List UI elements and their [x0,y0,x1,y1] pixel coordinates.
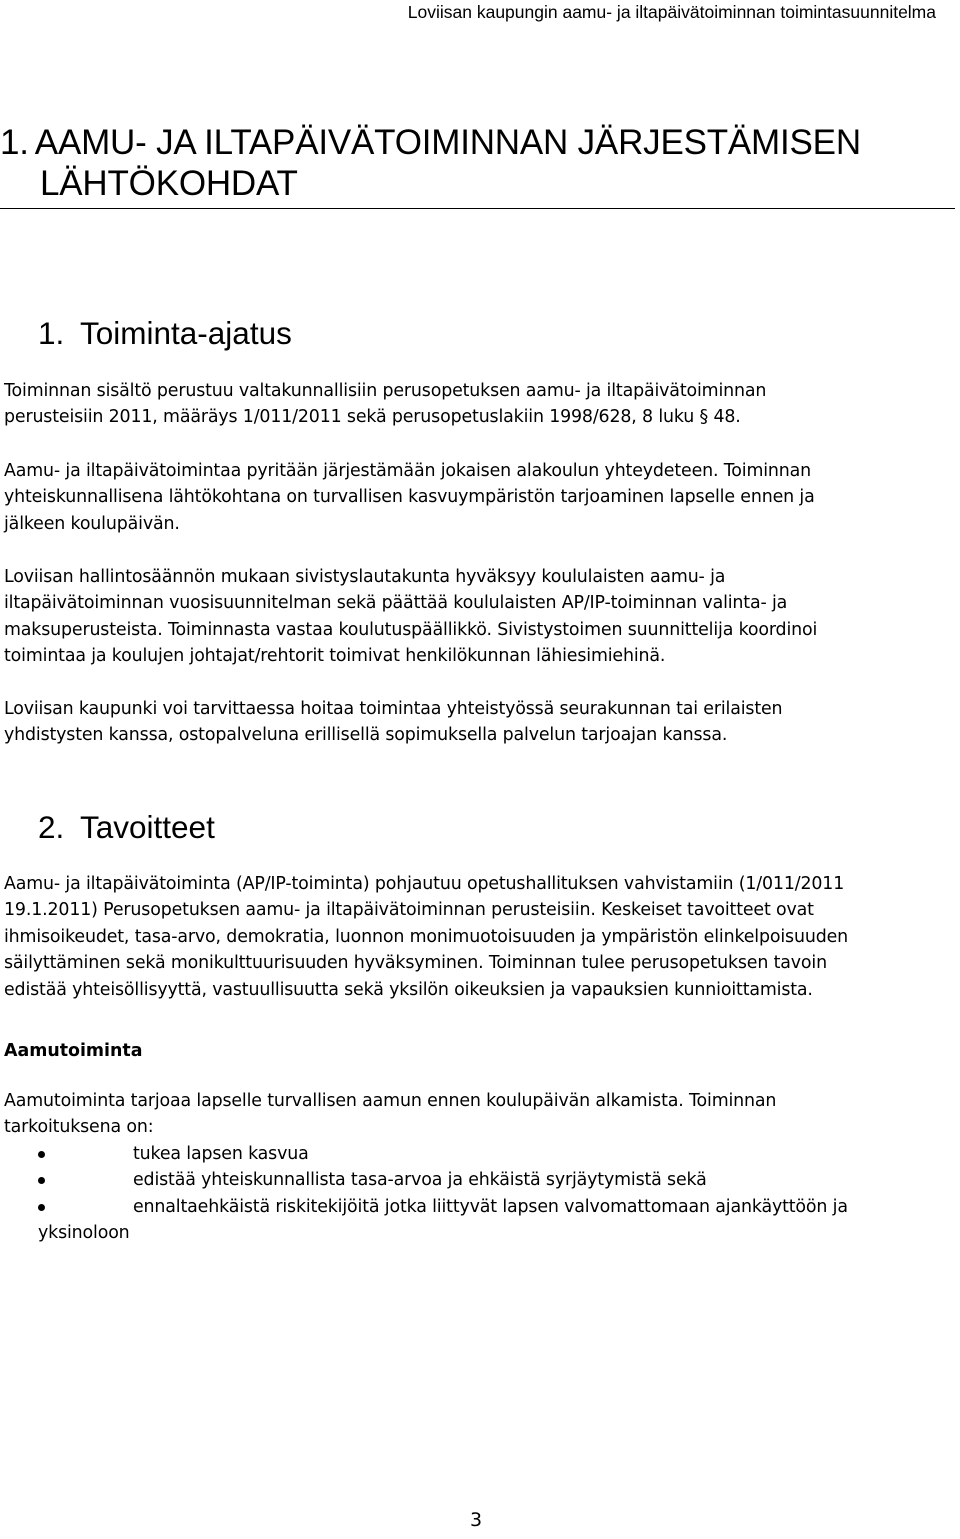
chapter-title-text-1: AAMU- JA ILTAPÄIVÄTOIMINNAN JÄRJESTÄMISEN [34,123,861,162]
running-header: Loviisan kaupungin aamu- ja iltapäivätoiminnan toimintasuunnitelma [407,2,936,22]
bullet-dot-icon [38,1204,45,1211]
goals-bullet-list [38,1141,956,1247]
paragraph-line: Toiminnan sisältö perustuu valtakunnallisiin perusopetuksen aamu- ja iltapäivätoiminnan [4,381,767,401]
bullet-dot-icon [38,1151,45,1158]
paragraph-line: 19.1.2011) Perusopetuksen aamu- ja iltapäivätoiminnan perusteisiin. Keskeiset tavoitteet ovat [4,900,814,921]
paragraph-line: yhteiskunnallisena lähtökohtana on turvallisen kasvuympäristön tarjoaminen lapselle ennen ja [4,487,815,508]
list-item-text: ennaltaehkäistä riskitekijöitä jotka liittyvät lapsen valvomattomaan ajankäyttöön ja [133,1196,848,1217]
section-heading-toiminta-ajatus [38,314,292,352]
paragraph-line: Aamu- ja iltapäivätoiminta (AP/IP-toiminta) pohjautuu opetushallituksen vahvistamiin (1/011/2011 [4,874,845,894]
paragraph-line: perusteisiin 2011, määräys 1/011/2011 sekä perusopetuslakiin 1998/628, 8 luku § 48. [4,407,741,428]
paragraph-line: edistää yhteisöllisyyttä, vastuullisuutta sekä yksilön oikeuksien ja vapauksien kunnioittamista. [4,979,813,1000]
section-title: Toiminta-ajatus [80,315,292,351]
paragraph [4,564,956,670]
list-item [38,1167,956,1193]
list-item-text: edistää yhteiskunnallista tasa-arvoa ja ehkäistä syrjäytymistä sekä [133,1170,707,1191]
list-item [38,1141,956,1167]
section-number: 2. [38,809,65,845]
section-title: Tavoitteet [80,809,215,845]
paragraph [4,378,956,431]
chapter-number: 1. [0,123,29,162]
paragraph-line: tarkoituksena on: [4,1117,154,1138]
section-number: 1. [38,315,65,351]
paragraph-line: jälkeen koulupäivän. [4,513,180,534]
paragraph-line: Aamutoiminta tarjoaa lapselle turvallisen aamun ennen koulupäivän alkamista. Toiminnan [4,1091,777,1111]
list-item [38,1194,956,1247]
paragraph-line: Loviisan kaupunki voi tarvittaessa hoitaa toimintaa yhteistyössä seurakunnan tai erilaisten [4,699,783,719]
paragraph [4,1088,956,1141]
list-item-text-continuation: yksinoloon [38,1223,130,1244]
paragraph-line: Aamu- ja iltapäivätoimintaa pyritään järjestämään jokaisen alakoulun yhteydeteen. Toiminnan [4,461,812,481]
paragraph-line: ihmisoikeudet, tasa-arvo, demokratia, luonnon monimuotoisuuden ja ympäristön elinkelpoisuuden [4,926,848,947]
paragraph-line: toimintaa ja koulujen johtajat/rehtorit toimivat henkilökunnan lähiesimiehinä. [4,646,666,667]
paragraph [4,458,956,537]
paragraph-line: säilyttäminen sekä monikulttuurisuuden hyväksyminen. Toiminnan tulee perusopetuksen tavoin [4,953,827,974]
page-number: 3 [470,1509,483,1531]
paragraph-line: Loviisan hallintosäännön mukaan sivistyslautakunta hyväksyy koululaisten aamu- ja [4,567,726,587]
paragraph [4,871,956,1003]
paragraph [4,696,956,749]
chapter-title-line-2: LÄHTÖKOHDAT [40,164,298,203]
chapter-title [0,122,955,209]
list-item-text: tukea lapsen kasvua [133,1144,309,1164]
section-heading-tavoitteet [38,808,215,846]
chapter-title-line-1 [0,122,955,163]
paragraph-line: iltapäivätoiminnan vuosisuunnitelman sekä päättää koululaisten AP/IP-toiminnan valinta- ja [4,593,788,614]
paragraph-line: yhdistysten kanssa, ostopalveluna erillisellä sopimuksella palvelun tarjoajan kanssa. [4,725,728,746]
subheading-aamutoiminta: Aamutoiminta [4,1041,143,1061]
paragraph-line: maksuperusteista. Toiminnasta vastaa koulutuspäällikkö. Sivistystoimen suunnittelija koordinoi [4,619,818,640]
